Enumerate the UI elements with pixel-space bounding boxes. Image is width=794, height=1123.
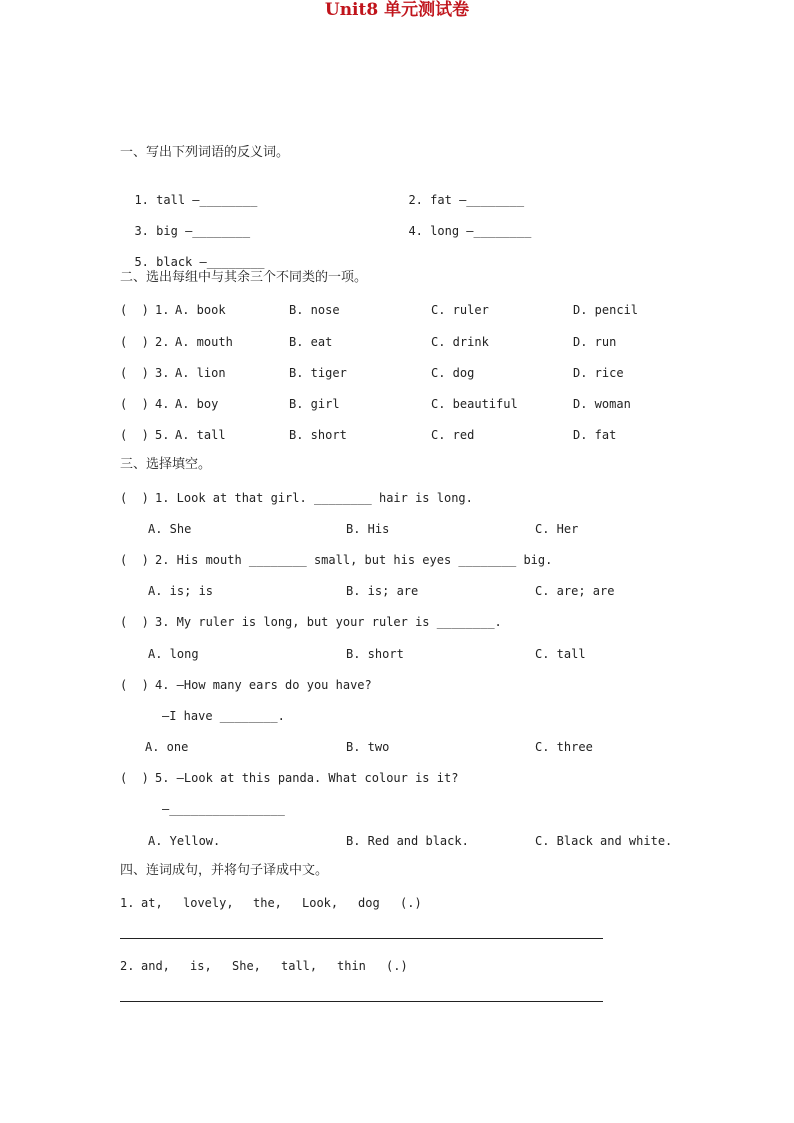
- odd-one-out-item-3-bracket[interactable]: ( ): [120, 366, 149, 380]
- choice-item-2-bracket[interactable]: ( ): [120, 553, 149, 567]
- option-b: B. His: [346, 522, 390, 536]
- odd-one-out-item-4-number: 4.: [155, 397, 170, 411]
- odd-one-out-item-1-number: 1.: [155, 303, 170, 317]
- antonym-item-3: [120, 210, 250, 238]
- answer-blank[interactable]: ________: [466, 193, 525, 207]
- odd-one-out-item-5-bracket[interactable]: ( ): [120, 428, 149, 442]
- antonym-item-5: [120, 241, 265, 269]
- choice-item-5-question: 5. —Look at this panda. What colour is it?: [155, 771, 459, 785]
- item-number: 5.: [134, 255, 149, 269]
- item-word: fat: [430, 193, 452, 207]
- option-b: B. two: [346, 740, 390, 754]
- scrambled-word: and,: [141, 959, 170, 973]
- option-a: A. She: [148, 522, 192, 536]
- option-b: B. eat: [289, 335, 333, 349]
- option-a: A. long: [148, 647, 199, 661]
- option-d: D. rice: [573, 366, 624, 380]
- answer-line[interactable]: [120, 938, 603, 939]
- section-3-heading: 三、选择填空。: [120, 457, 212, 472]
- section-1-heading: 一、写出下列词语的反义词。: [120, 145, 290, 160]
- option-a: A. book: [175, 303, 226, 317]
- option-c: C. beautiful: [431, 397, 518, 411]
- option-a: A. boy: [175, 397, 219, 411]
- odd-one-out-item-1-bracket[interactable]: ( ): [120, 303, 149, 317]
- answer-blank[interactable]: ________: [192, 224, 251, 238]
- option-a: A. one: [145, 740, 189, 754]
- dash: —: [185, 224, 193, 238]
- scrambled-word: She,: [232, 959, 261, 973]
- option-c: C. drink: [431, 335, 489, 349]
- option-a: A. Yellow.: [148, 834, 221, 848]
- choice-item-3-question: 3. My ruler is long, but your ruler is ________.: [155, 615, 502, 629]
- item-number: 3.: [134, 224, 149, 238]
- item-word: big: [156, 224, 178, 238]
- option-b: B. short: [289, 428, 347, 442]
- dash: —: [459, 193, 467, 207]
- item-word: tall: [156, 193, 186, 207]
- page-title: Unit8 单元测试卷: [324, 0, 470, 20]
- end-punctuation: (.): [400, 896, 422, 910]
- option-d: D. pencil: [573, 303, 639, 317]
- antonym-item-4: [394, 210, 531, 238]
- option-b: B. is; are: [346, 584, 419, 598]
- section-2-heading: 二、选出每组中与其余三个不同类的一项。: [120, 270, 368, 285]
- option-b: B. short: [346, 647, 404, 661]
- option-b: B. tiger: [289, 366, 347, 380]
- option-a: A. lion: [175, 366, 226, 380]
- option-c: C. tall: [535, 647, 586, 661]
- scrambled-word: lovely,: [183, 896, 234, 910]
- dash: —: [199, 255, 207, 269]
- scrambled-word: the,: [253, 896, 282, 910]
- option-a: A. is; is: [148, 584, 214, 598]
- odd-one-out-item-3-number: 3.: [155, 366, 170, 380]
- dash: —: [192, 193, 200, 207]
- item-word: long: [430, 224, 460, 238]
- section-4-heading: 四、连词成句，并将句子译成中文。: [120, 863, 329, 878]
- item-number: 2.: [408, 193, 423, 207]
- end-punctuation: (.): [386, 959, 408, 973]
- odd-one-out-item-2-number: 2.: [155, 335, 170, 349]
- option-d: D. run: [573, 335, 617, 349]
- option-c: C. red: [431, 428, 475, 442]
- option-b: B. girl: [289, 397, 340, 411]
- scrambled-word: tall,: [281, 959, 318, 973]
- antonym-item-2: [394, 179, 524, 207]
- choice-item-5-bracket[interactable]: ( ): [120, 771, 149, 785]
- choice-item-4-reply: —I have ________.: [162, 709, 285, 723]
- item-word: black: [156, 255, 193, 269]
- scrambled-word: Look,: [302, 896, 339, 910]
- scrambled-word: dog: [358, 896, 380, 910]
- item-number: 1.: [134, 193, 149, 207]
- sentence-item-2-number: 2.: [120, 959, 135, 973]
- option-a: A. tall: [175, 428, 226, 442]
- option-c: C. three: [535, 740, 593, 754]
- option-b: B. Red and black.: [346, 834, 469, 848]
- choice-item-3-bracket[interactable]: ( ): [120, 615, 149, 629]
- odd-one-out-item-4-bracket[interactable]: ( ): [120, 397, 149, 411]
- sentence-item-1-number: 1.: [120, 896, 135, 910]
- odd-one-out-item-2-bracket[interactable]: ( ): [120, 335, 149, 349]
- option-c: C. are; are: [535, 584, 615, 598]
- option-c: C. Black and white.: [535, 834, 673, 848]
- dash: —: [466, 224, 474, 238]
- answer-blank[interactable]: ________: [206, 255, 265, 269]
- scrambled-word: at,: [141, 896, 163, 910]
- scrambled-word: is,: [190, 959, 212, 973]
- choice-item-5-reply: —________________: [162, 802, 285, 816]
- item-number: 4.: [408, 224, 423, 238]
- option-a: A. mouth: [175, 335, 233, 349]
- option-c: C. ruler: [431, 303, 489, 317]
- option-b: B. nose: [289, 303, 340, 317]
- answer-blank[interactable]: ________: [473, 224, 532, 238]
- odd-one-out-item-5-number: 5.: [155, 428, 170, 442]
- choice-item-2-question: 2. His mouth ________ small, but his eyes ________ big.: [155, 553, 553, 567]
- option-d: D. woman: [573, 397, 631, 411]
- option-c: C. Her: [535, 522, 579, 536]
- option-c: C. dog: [431, 366, 475, 380]
- scrambled-word: thin: [337, 959, 366, 973]
- answer-line[interactable]: [120, 1001, 603, 1002]
- option-d: D. fat: [573, 428, 617, 442]
- answer-blank[interactable]: ________: [199, 193, 258, 207]
- choice-item-4-question: 4. —How many ears do you have?: [155, 678, 372, 692]
- choice-item-4-bracket[interactable]: ( ): [120, 678, 149, 692]
- antonym-item-1: [120, 179, 257, 207]
- choice-item-1-bracket[interactable]: ( ): [120, 491, 149, 505]
- choice-item-1-question: 1. Look at that girl. ________ hair is long.: [155, 491, 473, 505]
